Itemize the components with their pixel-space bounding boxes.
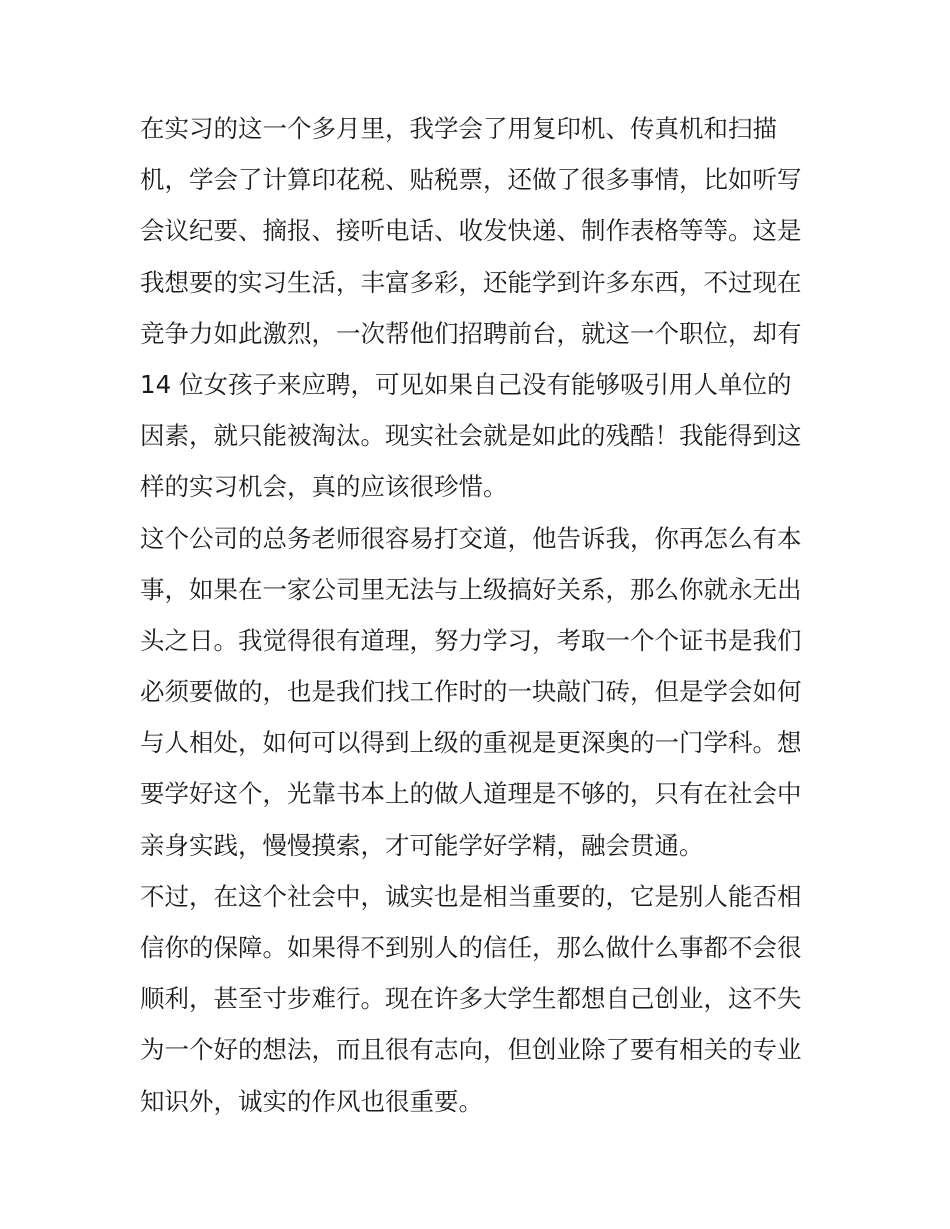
text-line: 会议纪要、摘报、接听电话、收发快递、制作表格等等。这是 <box>140 216 802 246</box>
paragraph-workplace-relations <box>140 513 816 871</box>
text-line: 不过，在这个社会中，诚实也是相当重要的，它是别人能否相 <box>140 881 802 911</box>
text-line: 头之日。我觉得很有道理，努力学习，考取一个个证书是我们 <box>140 625 802 655</box>
paragraph-internship-experience <box>140 103 816 513</box>
text-line: 事，如果在一家公司里无法与上级搞好关系，那么你就永无出 <box>140 574 802 604</box>
text-line: 必须要做的，也是我们找工作时的一块敲门砖，但是学会如何 <box>140 677 802 707</box>
text-line: 我想要的实习生活，丰富多彩，还能学到许多东西，不过现在 <box>140 267 802 297</box>
text-line: 知识外，诚实的作风也很重要。 <box>140 1086 483 1116</box>
text-line: 这个公司的总务老师很容易打交道，他告诉我，你再怎么有本 <box>140 523 802 553</box>
text-line: 亲身实践，慢慢摸索，才可能学好学精，融会贯通。 <box>140 830 704 860</box>
text-line: 14 位女孩子来应聘，可见如果自己没有能够吸引用人单位的 <box>140 369 792 399</box>
text-line: 信你的保障。如果得不到别人的信任，那么做什么事都不会很 <box>140 933 802 962</box>
text-line: 机，学会了计算印花税、贴税票，还做了很多事情，比如听写 <box>140 165 802 195</box>
paragraph-honesty <box>140 871 816 1127</box>
text-line: 与人相处，如何可以得到上级的重视是更深奥的一门学科。想 <box>140 728 802 758</box>
text-line: 为一个好的想法，而且很有志向，但创业除了要有相关的专业 <box>140 1035 802 1065</box>
text-line: 因素，就只能被淘汰。现实社会就是如此的残酷！我能得到这 <box>140 421 802 451</box>
document-body <box>140 103 816 1127</box>
text-line: 在实习的这一个多月里，我学会了用复印机、传真机和扫描 <box>140 114 777 143</box>
text-line: 顺利，甚至寸步难行。现在许多大学生都想自己创业，这不失 <box>140 984 802 1014</box>
text-line: 要学好这个，光靠书本上的做人道理是不够的，只有在社会中 <box>140 779 802 809</box>
text-line: 样的实习机会，真的应该很珍惜。 <box>140 472 508 502</box>
text-line: 竞争力如此激烈，一次帮他们招聘前台，就这一个职位，却有 <box>140 318 802 348</box>
